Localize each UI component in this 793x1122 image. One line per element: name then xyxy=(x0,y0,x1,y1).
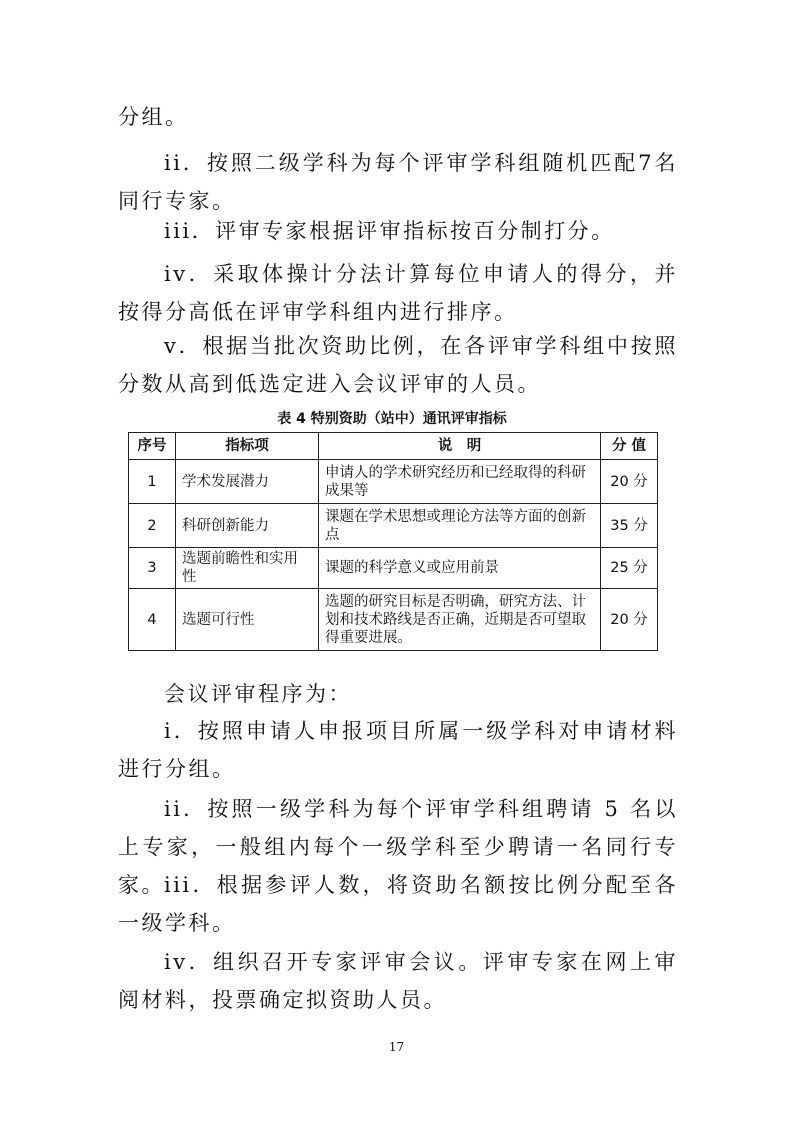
paragraph-meeting-step-iii: iii．根据参评人数，将资助名额按比例分配至各一级学科。 xyxy=(118,873,678,935)
row-description: 课题在学术思想或理论方法等方面的创新点 xyxy=(319,504,601,548)
row-number: 1 xyxy=(129,460,176,504)
row-number: 4 xyxy=(129,589,176,651)
row-score: 20 分 xyxy=(601,460,658,504)
row-score: 25 分 xyxy=(601,548,658,589)
table-caption: 表 4 特别资助（站中）通讯评审指标 xyxy=(277,411,507,427)
header-score: 分 值 xyxy=(601,433,658,460)
table-row xyxy=(129,589,658,651)
header-description: 说 明 xyxy=(319,433,601,460)
row-item: 选题前瞻性和实用性 xyxy=(176,548,319,589)
table-row xyxy=(129,460,658,504)
row-score: 35 分 xyxy=(601,504,658,548)
paragraph-step-iv: iv．采取体操计分法计算每位申请人的得分，并按得分高低在评审学科组内进行排序。 xyxy=(118,262,678,324)
row-number: 2 xyxy=(129,504,176,548)
row-description: 选题的研究目标是否明确，研究方法、计划和技术路线是否正确，近期是否可望取得重要进展。 xyxy=(319,589,601,651)
header-item: 指标项 xyxy=(176,433,319,460)
paragraph-step-ii: ii．按照二级学科为每个评审学科组随机匹配7名同行专家。 xyxy=(118,151,678,213)
page-number: 17 xyxy=(388,1040,405,1054)
row-item: 学术发展潜力 xyxy=(176,460,319,504)
row-score: 20 分 xyxy=(601,589,658,651)
row-number: 3 xyxy=(129,548,176,589)
row-item: 科研创新能力 xyxy=(176,504,319,548)
paragraph-meeting-intro: 会议评审程序为： xyxy=(164,682,352,706)
paragraph-meeting-step-ii: ii．按照一级学科为每个评审学科组聘请 5 名以上专家，一般组内每个一级学科至少聘请一名同行专家。 xyxy=(118,797,678,897)
row-description: 课题的科学意义或应用前景 xyxy=(319,548,601,589)
paragraph-step-iii: iii．评审专家根据评审指标按百分制打分。 xyxy=(164,219,615,243)
row-item: 选题可行性 xyxy=(176,589,319,651)
review-criteria-table xyxy=(128,432,658,651)
paragraph-group-continuation: 分组。 xyxy=(118,105,189,129)
paragraph-meeting-step-iv: iv．组织召开专家评审会议。评审专家在网上审阅材料，投票确定拟资助人员。 xyxy=(118,950,678,1012)
table-header-row xyxy=(129,433,658,460)
table-row xyxy=(129,548,658,589)
table-row xyxy=(129,504,658,548)
paragraph-meeting-step-i: i．按照申请人申报项目所属一级学科对申请材料进行分组。 xyxy=(118,719,678,781)
header-number: 序号 xyxy=(129,433,176,460)
paragraph-step-v: v．根据当批次资助比例，在各评审学科组中按照分数从高到低选定进入会议评审的人员。 xyxy=(118,334,678,396)
row-description: 申请人的学术研究经历和已经取得的科研成果等 xyxy=(319,460,601,504)
